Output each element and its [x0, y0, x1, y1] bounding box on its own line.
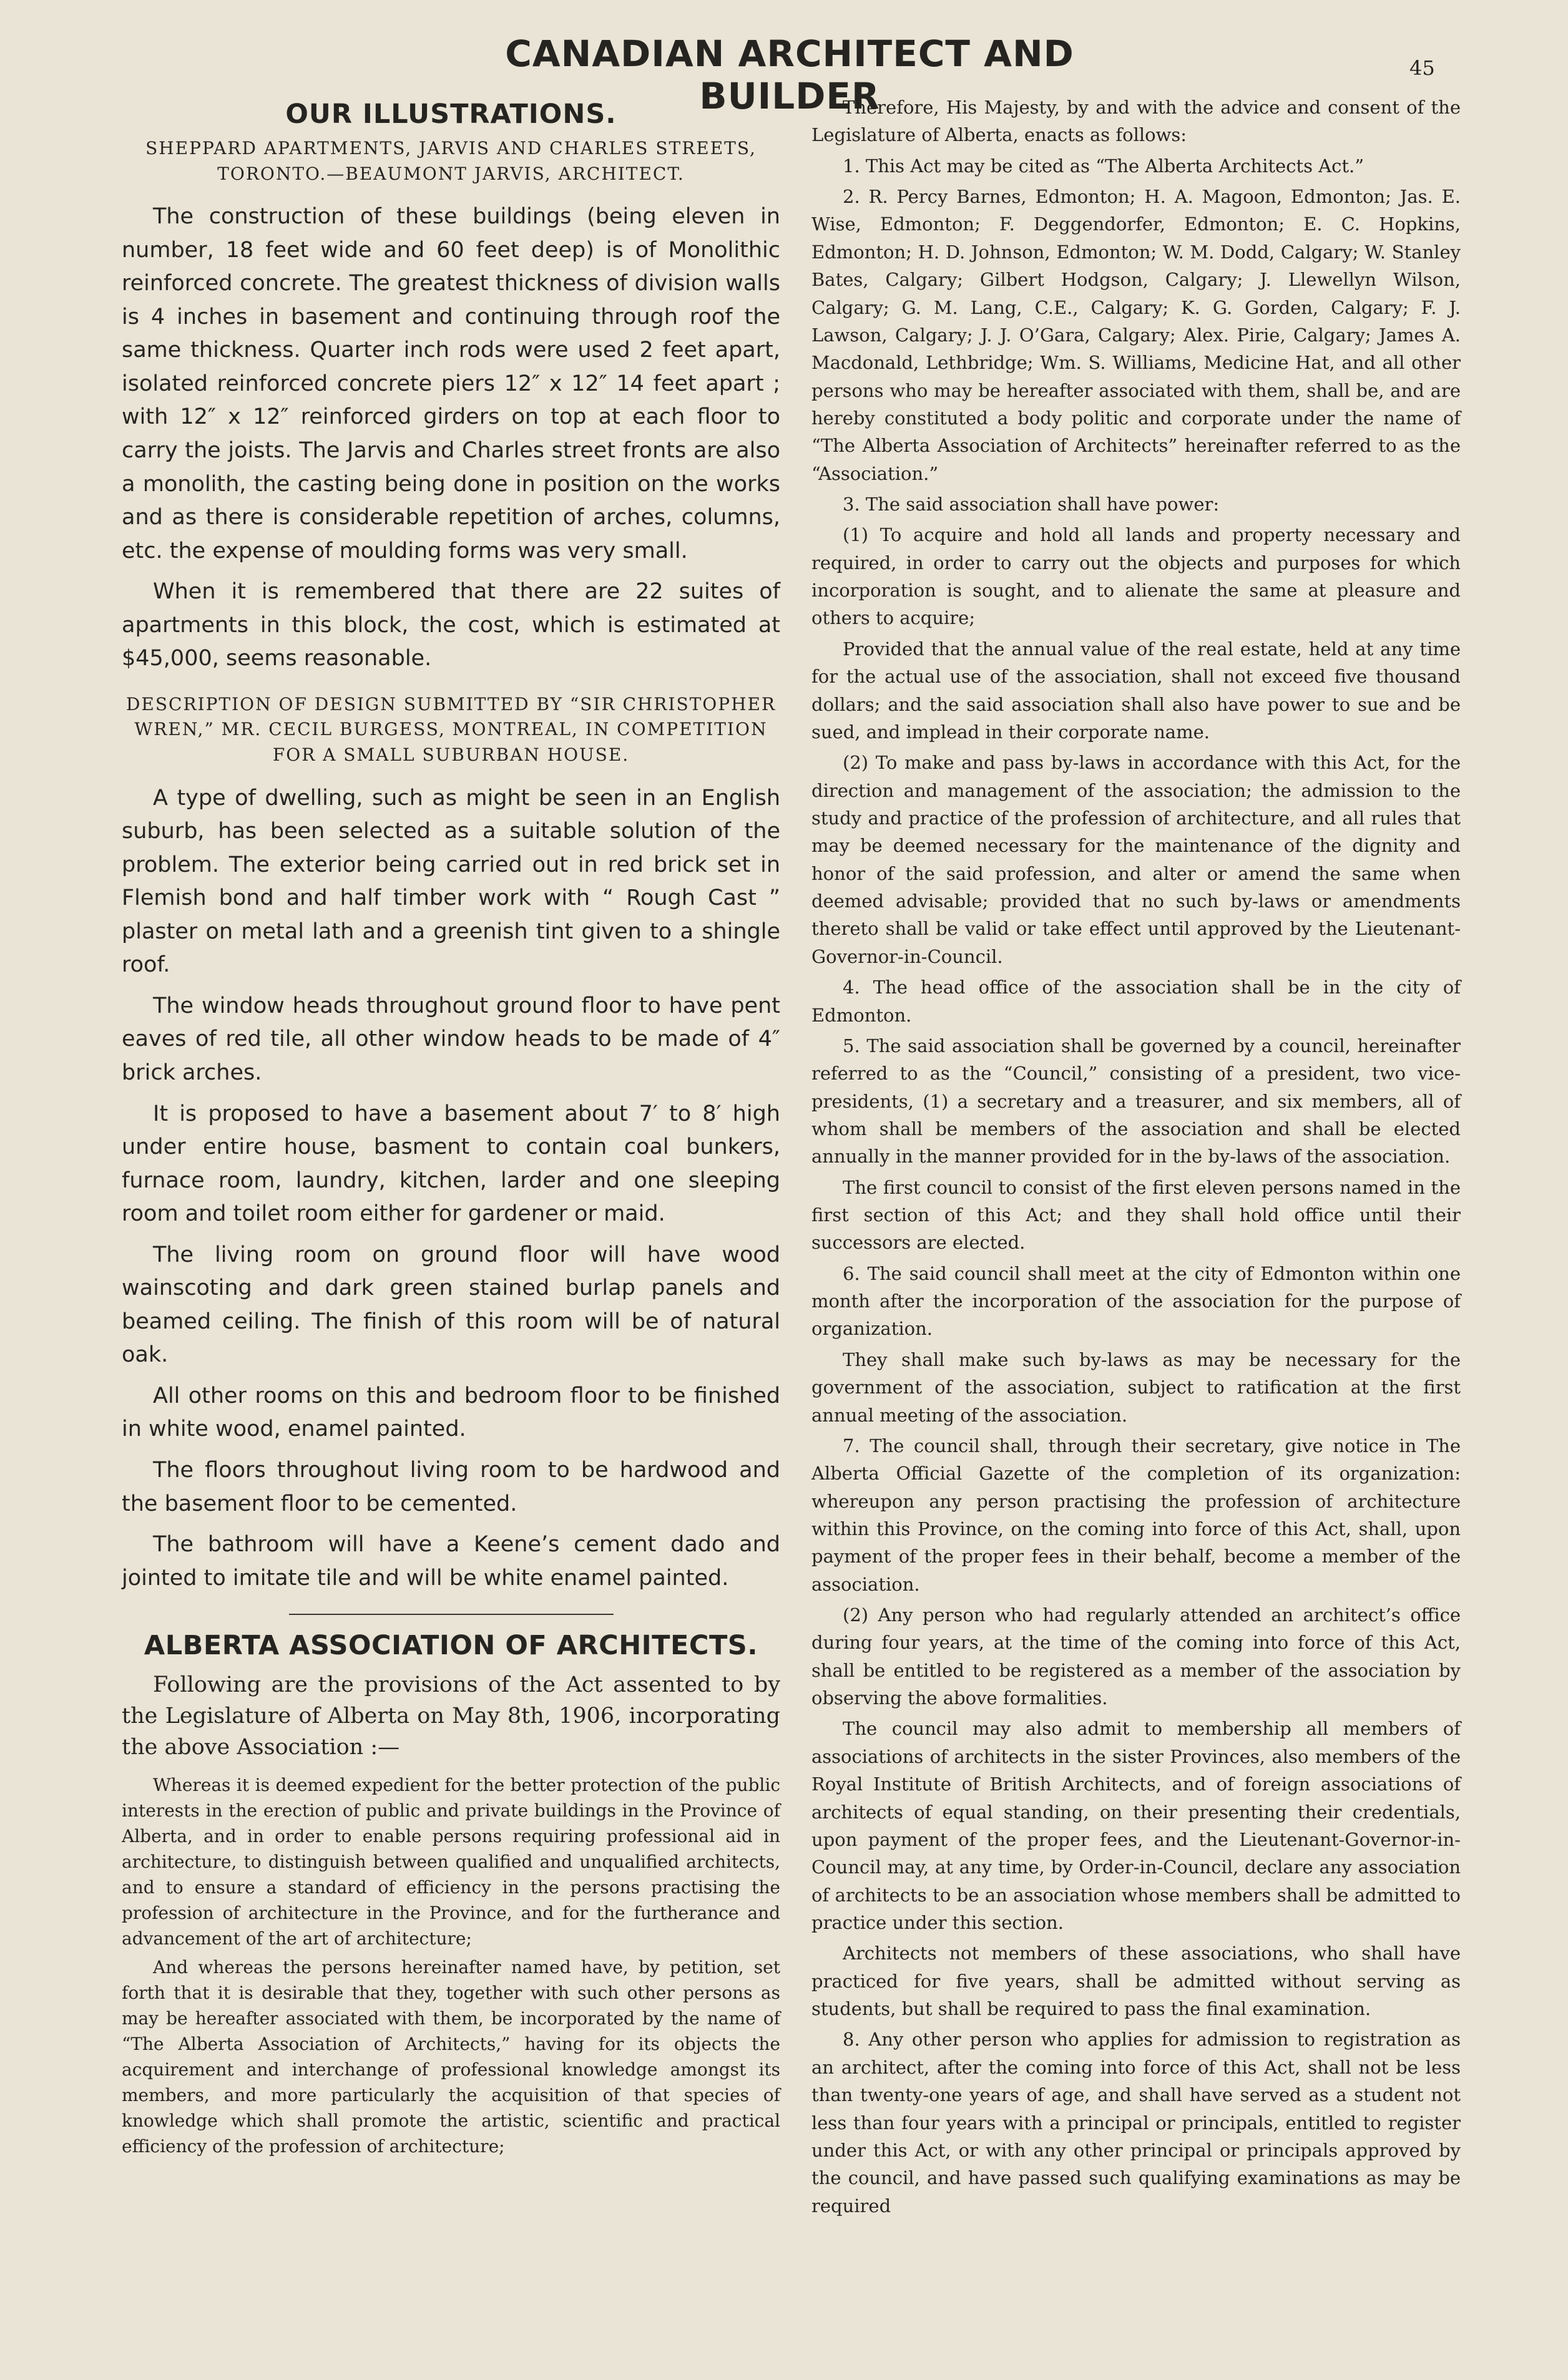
design-caption: DESCRIPTION OF DESIGN SUBMITTED BY “SIR CHRISTOPHER WREN,” MR. CECIL BURGESS, MONTREAL, IN COMPETITION FOR A SMALL SUBURBAN HOUSE.: [125, 693, 777, 766]
paragraph: It is proposed to have a basement about 7′ to 8′ high under entire house, basment to contain coal bunkers, furnace room, laundry, kitchen, larder and one sleeping room and toilet room either for gardener or maid.: [122, 1101, 780, 1227]
act-paragraph: Provided that the annual value of the real estate, held at any time for the actual use of the association, shall not exceed five thousand dollars; and the said association shall also have power to sue and be sued, and implead in their corporate name.: [811, 638, 1461, 743]
act-paragraph: 4. The head office of the association shall be in the city of Edmonton.: [811, 977, 1461, 1026]
act-paragraph: 1. This Act may be cited as “The Alberta Architects Act.”: [843, 155, 1365, 177]
right-column: [811, 94, 1461, 2223]
act-paragraph: (1) To acquire and hold all lands and property necessary and required, in order to carry out the objects and purposes for which incorporation is sought, and to alienate the same at pleasure and others to acquire;: [811, 524, 1461, 629]
paragraph: A type of dwelling, such as might be seen in an English suburb, has been selected as a suitable solution of the problem. The exterior being carried out in red brick set in Flemish bond and half timber work with “ Rough Cast ” plaster on metal lath and a greenish tint given to a shingle roof.: [122, 785, 780, 978]
paragraph: The bathroom will have a Keene’s cement dado and jointed to imitate tile and will be white enamel painted.: [122, 1532, 780, 1591]
act-paragraph: The first council to consist of the first eleven persons named in the first section of this Act; and they shall hold office until their successors are elected.: [811, 1176, 1461, 1254]
association-heading: ALBERTA ASSOCIATION OF ARCHITECTS.: [144, 1630, 758, 1662]
paragraph: The construction of these buildings (being eleven in number, 18 feet wide and 60 feet deep) is of Monolithic reinforced concrete. The greatest thickness of division walls is 4 inches in basement and continuing through roof the same thickness. Quarter inch rods were used 2 feet apart, isolated reinforced concrete piers 12″ x 12″ 14 feet apart ; with 12″ x 12″ reinforced girders on top at each floor to carry the joists. The Jarvis and Charles street fronts are also a monolith, the casting being done in position on the works and as there is considerable repetition of arches, columns, etc. the expense of moulding forms was very small.: [122, 204, 780, 563]
preamble-paragraph: Whereas it is deemed expedient for the better protection of the public interests in the erection of public and private buildings in the Province of Alberta, and in order to enable persons requiring professional aid in architecture, to distinguish between qualified and unqualified architects, and to ensure a standard of efficiency in the persons practising the profession of architecture in the Province, and for the furtherance and advancement of the art of architecture;: [122, 1775, 780, 1949]
act-paragraph: 8. Any other person who applies for admission to registration as an architect, after the coming into force of this Act, shall not be less than twenty-one years of age, and shall have served as a student not less than four years with a principal or principals, entitled to register under this Act, or with any other principal or principals approved by the council, and have passed such qualifying examinations as may be required: [811, 2029, 1461, 2217]
left-column: [122, 94, 780, 2163]
paragraph: The living room on ground floor will have wood wainscoting and dark green stained burlap panels and beamed ceiling. The finish of this room will be of natural oak.: [122, 1242, 780, 1368]
act-paragraph: 7. The council shall, through their secretary, give notice in The Alberta Official Gazette of the completion of its organization: whereupon any person practising the profession of architecture within this Province, on the coming into force of this Act, shall, upon payment of the proper fees in their behalf, become a member of the association.: [811, 1435, 1461, 1595]
act-paragraph: (2) Any person who had regularly attended an architect’s office during four years, at the time of the coming into force of this Act, shall be entitled to be registered as a member of the association by observing the above formalities.: [811, 1604, 1461, 1709]
act-paragraph: Therefore, His Majesty, by and with the advice and consent of the Legislature of Alberta, enacts as follows:: [811, 97, 1461, 146]
paragraph: The window heads throughout ground floor to have pent eaves of red tile, all other window heads to be made of 4″ brick arches.: [122, 993, 780, 1085]
association-intro: Following are the provisions of the Act assented to by the Legislature of Alberta on May 8th, 1906, incorporating the above Association :—: [122, 1672, 780, 1760]
act-paragraph: 3. The said association shall have power:: [843, 494, 1220, 515]
act-paragraph: They shall make such by-laws as may be necessary for the government of the association, subject to ratification at the first annual meeting of the association.: [811, 1349, 1461, 1426]
page-number: 45: [1409, 56, 1435, 80]
section-divider: [289, 1614, 614, 1615]
act-paragraph: 2. R. Percy Barnes, Edmonton; H. A. Magoon, Edmonton; Jas. E. Wise, Edmonton; F. Deggendorfer, Edmonton; E. C. Hopkins, Edmonton; H. D. Johnson, Edmonton; W. M. Dodd, Calgary; W. Stanley Bates, Calgary; Gilbert Hodgson, Calgary; J. Llewellyn Wilson, Calgary; G. M. Lang, C.E., Calgary; K. G. Gorden, Calgary; F. J. Lawson, Calgary; J. J. O’Gara, Calgary; Alex. Pirie, Calgary; James A. Macdonald, Lethbridge; Wm. S. Williams, Medicine Hat, and all other persons who may be hereafter associated with them, shall be, and are hereby constituted a body politic and corporate under the name of “The Alberta Association of Architects” hereinafter referred to as the “Association.”: [811, 186, 1461, 484]
journal-title: CANADIAN ARCHITECT AND BUILDER: [505, 32, 1074, 117]
act-paragraph: 6. The said council shall meet at the city of Edmonton within one month after the incorporation of the association for the purpose of organization.: [811, 1262, 1461, 1340]
paragraph: When it is remembered that there are 22 suites of apartments in this block, the cost, which is estimated at $45,000, seems reasonable.: [122, 579, 780, 671]
preamble-paragraph: And whereas the persons hereinafter named have, by petition, set forth that it is desirable that they, together with such other persons as may be hereafter associated with them, be incorporated by the name of “The Alberta Association of Architects,” having for its objects the acquirement and interchange of professional knowledge amongst its members, and more particularly the acquisition of that species of knowledge which shall promote the artistic, scientific and practical efficiency of the profession of architecture;: [122, 1957, 780, 2157]
paragraph: All other rooms on this and bedroom floor to be finished in white wood, enamel painted.: [122, 1383, 780, 1442]
illustrations-heading: OUR ILLUSTRATIONS.: [285, 99, 617, 130]
act-paragraph: (2) To make and pass by-laws in accordance with this Act, for the direction and management of the association; the admission to the study and practice of the profession of architecture, and all rules that may be deemed necessary for the maintenance of the dignity and honor of the said profession, and alter or amend the same when deemed advisable; provided that no such by-laws or amendments thereto shall be valid or take effect until approved by the Lieutenant-Governor-in-Council.: [811, 752, 1461, 967]
act-paragraph: Architects not members of these associations, who shall have practiced for five years, shall be admitted without serving as students, but shall be required to pass the final examination.: [811, 1943, 1461, 2020]
act-paragraph: 5. The said association shall be governed by a council, hereinafter referred to as the “Council,” consisting of a president, two vice-presidents, (1) a secretary and a treasurer, and six members, all of whom shall be members of the association and shall be elected annually in the manner provided for in the by-laws of the association.: [811, 1035, 1461, 1168]
paragraph: The floors throughout living room to be hardwood and the basement floor to be cemented.: [122, 1458, 780, 1516]
act-paragraph: The council may also admit to membership all members of associations of architects in the sister Provinces, also members of the Royal Institute of British Architects, and of foreign associations of architects of equal standing, on their presenting their credentials, upon payment of the proper fees, and the Lieutenant-Governor-in-Council may, at any time, by Order-in-Council, declare any association of architects to be an association whose members shall be admitted to practice under this section.: [811, 1718, 1461, 1933]
sheppard-caption: SHEPPARD APARTMENTS, JARVIS AND CHARLES STREETS, TORONTO.—BEAUMONT JARVIS, ARCHITECT.: [145, 138, 757, 184]
